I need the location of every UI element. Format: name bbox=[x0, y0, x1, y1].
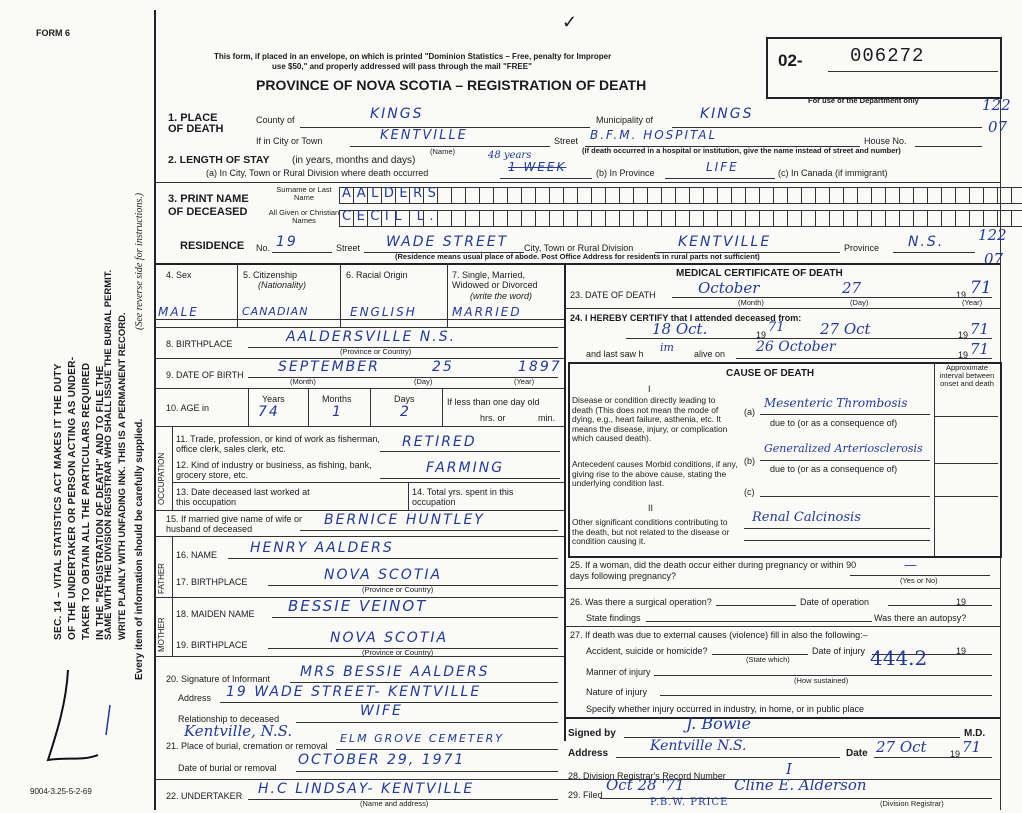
cause-title: CAUSE OF DEATH bbox=[726, 368, 815, 379]
med-cert-title: MEDICAL CERTIFICATE OF DEATH bbox=[676, 268, 843, 279]
date-injury-label: Date of injury bbox=[812, 646, 866, 656]
municipality-label: Municipality of bbox=[596, 115, 654, 125]
due-to-a: due to (or as a consequence of) bbox=[770, 418, 898, 428]
attend-to-year: 71 bbox=[970, 320, 990, 338]
death-month-hint: (Month) bbox=[738, 298, 764, 307]
dept-code-2: 07 bbox=[988, 118, 1008, 136]
father-name-value: HENRY AALDERS bbox=[250, 540, 394, 556]
burial-place-value: ELM GROVE CEMETERY bbox=[340, 732, 504, 745]
side-notice-3: TAKER TO OBTAIN ALL THE PARTICULARS REQUIRED bbox=[81, 362, 92, 640]
given-label: All Given or Christian Names bbox=[268, 208, 340, 225]
surname-cells bbox=[340, 187, 1022, 204]
med-year: 71 bbox=[962, 738, 982, 756]
interval-label: Approximate interval between onset and death bbox=[939, 363, 995, 388]
surgical-label: 26. Was there a surgical operation? bbox=[570, 597, 712, 607]
ink-signature-mark bbox=[28, 665, 118, 775]
relationship-label: Relationship to deceased bbox=[178, 714, 280, 724]
less-day-label: If less than one day old bbox=[447, 397, 540, 407]
months-label: Months bbox=[322, 394, 352, 404]
mother-side-label: MOTHER bbox=[157, 617, 166, 652]
sex-label: 4. Sex bbox=[166, 270, 192, 280]
length-hint: (in years, months and days) bbox=[292, 155, 416, 166]
residence-label: RESIDENCE bbox=[180, 240, 245, 252]
attend-from-year: 71 bbox=[768, 320, 785, 335]
res-no-label: No. bbox=[256, 243, 271, 253]
last-date: 26 October bbox=[756, 339, 836, 355]
surname-value: AALDERS bbox=[342, 186, 442, 201]
date-op-label: Date of operation bbox=[800, 597, 870, 607]
occ11-value: RETIRED bbox=[402, 434, 477, 450]
res-province-label: Province bbox=[844, 243, 880, 253]
stay-c-label: (c) In Canada (if immigrant) bbox=[778, 168, 888, 178]
birthplace-label: 8. BIRTHPLACE bbox=[166, 339, 233, 349]
undertaker-hint: (Name and address) bbox=[360, 799, 429, 808]
burial-label: 21. Place of burial, cremation or removal bbox=[166, 741, 328, 751]
death-day-hint: (Day) bbox=[850, 298, 869, 307]
age-days: 2 bbox=[400, 404, 411, 420]
age-months: 1 bbox=[332, 404, 343, 420]
stay-b-value: LIFE bbox=[706, 160, 739, 174]
res-city-value: KENTVILLE bbox=[678, 234, 772, 250]
med-19: 19 bbox=[950, 749, 961, 759]
signed-value: J. Bowie bbox=[686, 714, 752, 733]
disease-label: Disease or condition directly leading to death (This does not mean the mode of dying, e.g., heart failure, asthenia, etc. It means the disease, injury, or complication which caused death). bbox=[572, 395, 728, 444]
death-day: 27 bbox=[842, 279, 862, 297]
dob-day: 25 bbox=[432, 359, 454, 375]
dept-code-4: 07 bbox=[984, 250, 1004, 268]
form-left-border bbox=[154, 10, 156, 810]
reg-number: 006272 bbox=[850, 45, 925, 67]
dob-year-hint: (Year) bbox=[514, 377, 535, 386]
side-supplied-note: Every item of information should be carefully supplied. bbox=[134, 418, 145, 680]
form-title: PROVINCE OF NOVA SCOTIA – REGISTRATION OF DEATH bbox=[256, 77, 647, 93]
stay-a-over: 48 years bbox=[488, 150, 532, 161]
date-death-label: 23. DATE OF DEATH bbox=[570, 290, 656, 300]
stay-a-value: 1 WEEK bbox=[508, 160, 567, 174]
side-notice-1: SEC. 14 – VITAL STATISTICS ACT MAKES IT THE DUTY bbox=[53, 363, 64, 640]
mother-maiden-label: 18. MAIDEN NAME bbox=[176, 609, 255, 619]
certify-label: 24. I HEREBY CERTIFY that I attended deceased from: bbox=[570, 313, 802, 323]
days-label: Days bbox=[394, 394, 415, 404]
form-number: FORM 6 bbox=[36, 28, 71, 38]
woman-label: 25. If a woman, did the death occur either during pregnancy or within 90 days following pregnancy? bbox=[570, 560, 857, 581]
last-19: 19 bbox=[958, 350, 969, 360]
res-city-label: City, Town or Rural Division bbox=[524, 243, 634, 253]
alive-on-label: alive on bbox=[694, 349, 726, 359]
print-name-label: 3. PRINT NAME OF DECEASED bbox=[168, 193, 249, 218]
county-value: KINGS bbox=[370, 106, 424, 122]
cause-b-value: Generalized Arteriosclerosis bbox=[764, 442, 923, 455]
sex-value: MALE bbox=[158, 305, 199, 319]
stay-a-label: (a) In City, Town or Rural Division where death occurred bbox=[206, 168, 429, 178]
side-notice-6: WRITE PLAINLY WITH UNFADING INK. THIS IS A PERMANENT RECORD. bbox=[117, 312, 128, 640]
dept-code-3: 122 bbox=[978, 226, 1007, 244]
roman-2: II bbox=[648, 503, 654, 513]
dob-month-hint: (Month) bbox=[290, 377, 316, 386]
attend-19-a: 19 bbox=[756, 330, 767, 340]
nationality-label: (Nationality) bbox=[258, 280, 307, 290]
street-label: Street bbox=[554, 136, 579, 146]
side-notice-5: SAME WITH THE DIVISION REGISTRAR WHO SHALL ISSUE THE BURIAL PERMIT. bbox=[103, 269, 114, 640]
county-label: County of bbox=[256, 115, 295, 125]
cause-c-label: (c) bbox=[744, 487, 755, 497]
last-saw-label: and last saw h bbox=[586, 349, 644, 359]
manner-label: Manner of injury bbox=[586, 667, 651, 677]
informant-address-label: Address bbox=[178, 693, 212, 703]
other-label: Other significant conditions contributing to the death, but not related to the disease or condition causing it. bbox=[572, 517, 730, 547]
mother-maiden-value: BESSIE VEINOT bbox=[288, 597, 428, 615]
wife-label: 15. If married give name of wife or husband of deceased bbox=[166, 514, 303, 534]
postal-notice-2: use $50," and properly addressed will pass through the mail "FREE" bbox=[272, 62, 532, 71]
street-value: B.F.M. HOSPITAL bbox=[590, 128, 718, 142]
stay-b-label: (b) In Province bbox=[596, 168, 655, 178]
roman-1: I bbox=[648, 384, 651, 394]
residence-note: (Residence means usual place of abode. Post Office Address for residents in rural parts not sufficient) bbox=[395, 252, 760, 261]
dept-code-1: 122 bbox=[982, 96, 1011, 114]
name-hint: (Name) bbox=[430, 147, 456, 156]
last-him: im bbox=[660, 341, 674, 354]
age-years: 74 bbox=[258, 404, 280, 420]
place-of-death-label: 1. PLACE OF DEATH bbox=[168, 112, 224, 135]
woman-value: — bbox=[904, 558, 917, 573]
wife-value: BERNICE HUNTLEY bbox=[324, 512, 485, 528]
attend-19-b: 19 bbox=[958, 330, 969, 340]
surname-label: Surname or Last Name bbox=[276, 185, 332, 202]
filed-label: 29. Filed bbox=[568, 790, 603, 800]
accident-label: Accident, suicide or homicide? bbox=[586, 646, 708, 656]
length-of-stay-label: 2. LENGTH OF STAY bbox=[168, 154, 270, 166]
res-province-value: N.S. bbox=[908, 234, 945, 250]
dob-day-hint: (Day) bbox=[414, 377, 433, 386]
informant-value: MRS BESSIE AALDERS bbox=[300, 664, 490, 680]
registrar-signature: Cline E. Alderson bbox=[734, 776, 867, 794]
filed-date: Oct 28 '71 bbox=[606, 776, 685, 794]
yes-no-hint: (Yes or No) bbox=[900, 576, 938, 585]
div-registrar-hint: (Division Registrar) bbox=[880, 799, 944, 808]
mother-bp-label: 19. BIRTHPLACE bbox=[176, 640, 248, 650]
med-address-label: Address bbox=[568, 748, 609, 759]
marital-value: MARRIED bbox=[452, 305, 522, 319]
check-mark-icon: ✓ bbox=[562, 12, 578, 32]
injury-19: 19 bbox=[956, 646, 967, 656]
due-to-b: due to (or as a consequence of) bbox=[770, 464, 898, 474]
cause-b-label: (b) bbox=[744, 456, 755, 466]
father-side-label: FATHER bbox=[157, 563, 166, 594]
med-address-value: Kentville N.S. bbox=[650, 738, 747, 754]
undertaker-value: H.C LINDSAY- KENTVILLE bbox=[258, 781, 475, 797]
side-notice-2: OF THE UNDERTAKER OR PERSON ACTING AS UNDER- bbox=[67, 356, 78, 640]
mother-bp-value: NOVA SCOTIA bbox=[330, 630, 449, 646]
dob-year: 1897 bbox=[518, 359, 562, 375]
hospital-note: (If death occurred in a hospital or institution, give the name instead of street and number) bbox=[582, 146, 901, 155]
state-which-hint: (State which) bbox=[746, 655, 790, 664]
racial-label: 6. Racial Origin bbox=[346, 270, 408, 280]
autopsy-label: Was there an autopsy? bbox=[874, 613, 967, 623]
death-year-hint: (Year) bbox=[962, 298, 983, 307]
res-street-value: WADE STREET bbox=[386, 234, 509, 250]
res-street-label: Street bbox=[336, 243, 361, 253]
other-value: Renal Calcinosis bbox=[752, 510, 861, 525]
citizenship-label: 5. Citizenship bbox=[243, 270, 298, 280]
record-no-value: I bbox=[786, 760, 792, 778]
res-no-value: 19 bbox=[276, 234, 298, 250]
occ12-label: 12. Kind of industry or business, as fishing, bank, grocery store, etc. bbox=[176, 460, 372, 480]
how-hint: (How sustained) bbox=[794, 676, 849, 685]
op-19: 19 bbox=[956, 597, 967, 607]
birthplace-value: AALDERSVILLE N.S. bbox=[286, 329, 457, 345]
md-label: M.D. bbox=[964, 728, 986, 739]
city-label: If in City or Town bbox=[256, 136, 323, 146]
burial-date-label: Date of burial or removal bbox=[178, 763, 277, 773]
registration-number-box bbox=[766, 37, 1002, 99]
injury-code: 444.2 bbox=[870, 646, 928, 670]
filed-signature: P.B.W. PRICE bbox=[650, 797, 729, 808]
postal-notice-1: This form, if placed in an envelope, on which is printed "Dominion Statistics – Free, penalty for Improper bbox=[214, 52, 612, 61]
min-label: min. bbox=[538, 413, 556, 423]
municipality-value: KINGS bbox=[700, 106, 754, 122]
house-no-label: House No. bbox=[864, 136, 907, 146]
city-value: KENTVILLE bbox=[380, 128, 468, 143]
informant-address-value: 19 WADE STREET- KENTVILLE bbox=[226, 684, 482, 700]
findings-label: State findings bbox=[586, 613, 641, 623]
bp-hint: (Province or Country) bbox=[340, 347, 412, 356]
father-bp-value: NOVA SCOTIA bbox=[324, 567, 443, 583]
father-name-label: 16. NAME bbox=[176, 550, 218, 560]
death-19: 19 bbox=[956, 290, 967, 300]
citizenship-value: CANADIAN bbox=[242, 305, 309, 318]
father-bp-label: 17. BIRTHPLACE bbox=[176, 577, 248, 587]
years-label: Years bbox=[262, 394, 285, 404]
med-date-value: 27 Oct bbox=[876, 738, 927, 756]
undertaker-label: 22. UNDERTAKER bbox=[166, 791, 243, 801]
dob-label: 9. DATE OF BIRTH bbox=[166, 370, 244, 380]
cause-a-label: (a) bbox=[744, 407, 755, 417]
marital-label: 7. Single, Married, Widowed or Divorced bbox=[452, 270, 538, 290]
external-label: 27. If death was due to external causes (violence) fill in also the following:– bbox=[570, 630, 868, 640]
burial-town-value: Kentville, N.S. bbox=[184, 722, 293, 740]
age-label: 10. AGE in bbox=[166, 403, 210, 413]
death-month: October bbox=[698, 279, 760, 297]
burial-date-value: OCTOBER 29, 1971 bbox=[298, 752, 466, 768]
nature-label: Nature of injury bbox=[586, 687, 648, 697]
cause-a-value: Mesenteric Thrombosis bbox=[764, 396, 908, 410]
hrs-label: hrs. or bbox=[480, 413, 506, 423]
mother-bp-hint: (Province or Country) bbox=[362, 648, 434, 657]
occ12-value: FARMING bbox=[426, 460, 505, 476]
footer-code: 9004-3.25-5-2-69 bbox=[30, 787, 92, 796]
division-label: 28. Division Registrar's Record Number bbox=[568, 771, 726, 781]
med-date-label: Date bbox=[846, 748, 868, 759]
relationship-value: WIFE bbox=[360, 703, 403, 719]
informant-label: 20. Signature of Informant bbox=[166, 674, 271, 684]
given-cells bbox=[340, 210, 1022, 227]
specify-label: Specify whether injury occurred in industry, in home, or in public place bbox=[586, 704, 864, 714]
attend-from: 18 Oct. bbox=[652, 320, 708, 338]
side-instructions: (See reverse side for instructions.) bbox=[134, 192, 145, 330]
antecedent-label: Antecedent causes Morbid conditions, if any, giving rise to the above cause, stating the underlying condition last. bbox=[572, 459, 738, 489]
death-year: 71 bbox=[970, 278, 992, 298]
occupation-side-label: OCCUPATION bbox=[157, 452, 166, 505]
occ14-label: 14. Total yrs. spent in this occupation bbox=[412, 487, 514, 507]
occ11-label: 11. Trade, profession, or kind of work as fisherman, office clerk, sales clerk, etc. bbox=[176, 434, 380, 454]
dept-use-note: For use of the Department only bbox=[808, 96, 919, 105]
father-bp-hint: (Province or Country) bbox=[362, 585, 434, 594]
occ13-label: 13. Date deceased last worked at this occupation bbox=[176, 487, 310, 507]
side-notice-4: IN THE "REGISTRATION OF DEATH" AND TO FILE THE bbox=[95, 365, 106, 640]
write-word-label: (write the word) bbox=[470, 291, 533, 301]
attend-to: 27 Oct bbox=[820, 320, 871, 338]
last-year: 71 bbox=[970, 340, 990, 358]
given-value: CECIL L. bbox=[342, 209, 439, 224]
racial-value: ENGLISH bbox=[350, 305, 417, 319]
signed-by-label: Signed by bbox=[568, 728, 616, 739]
reg-prefix: 02- bbox=[778, 51, 803, 70]
dob-month: SEPTEMBER bbox=[278, 359, 380, 375]
